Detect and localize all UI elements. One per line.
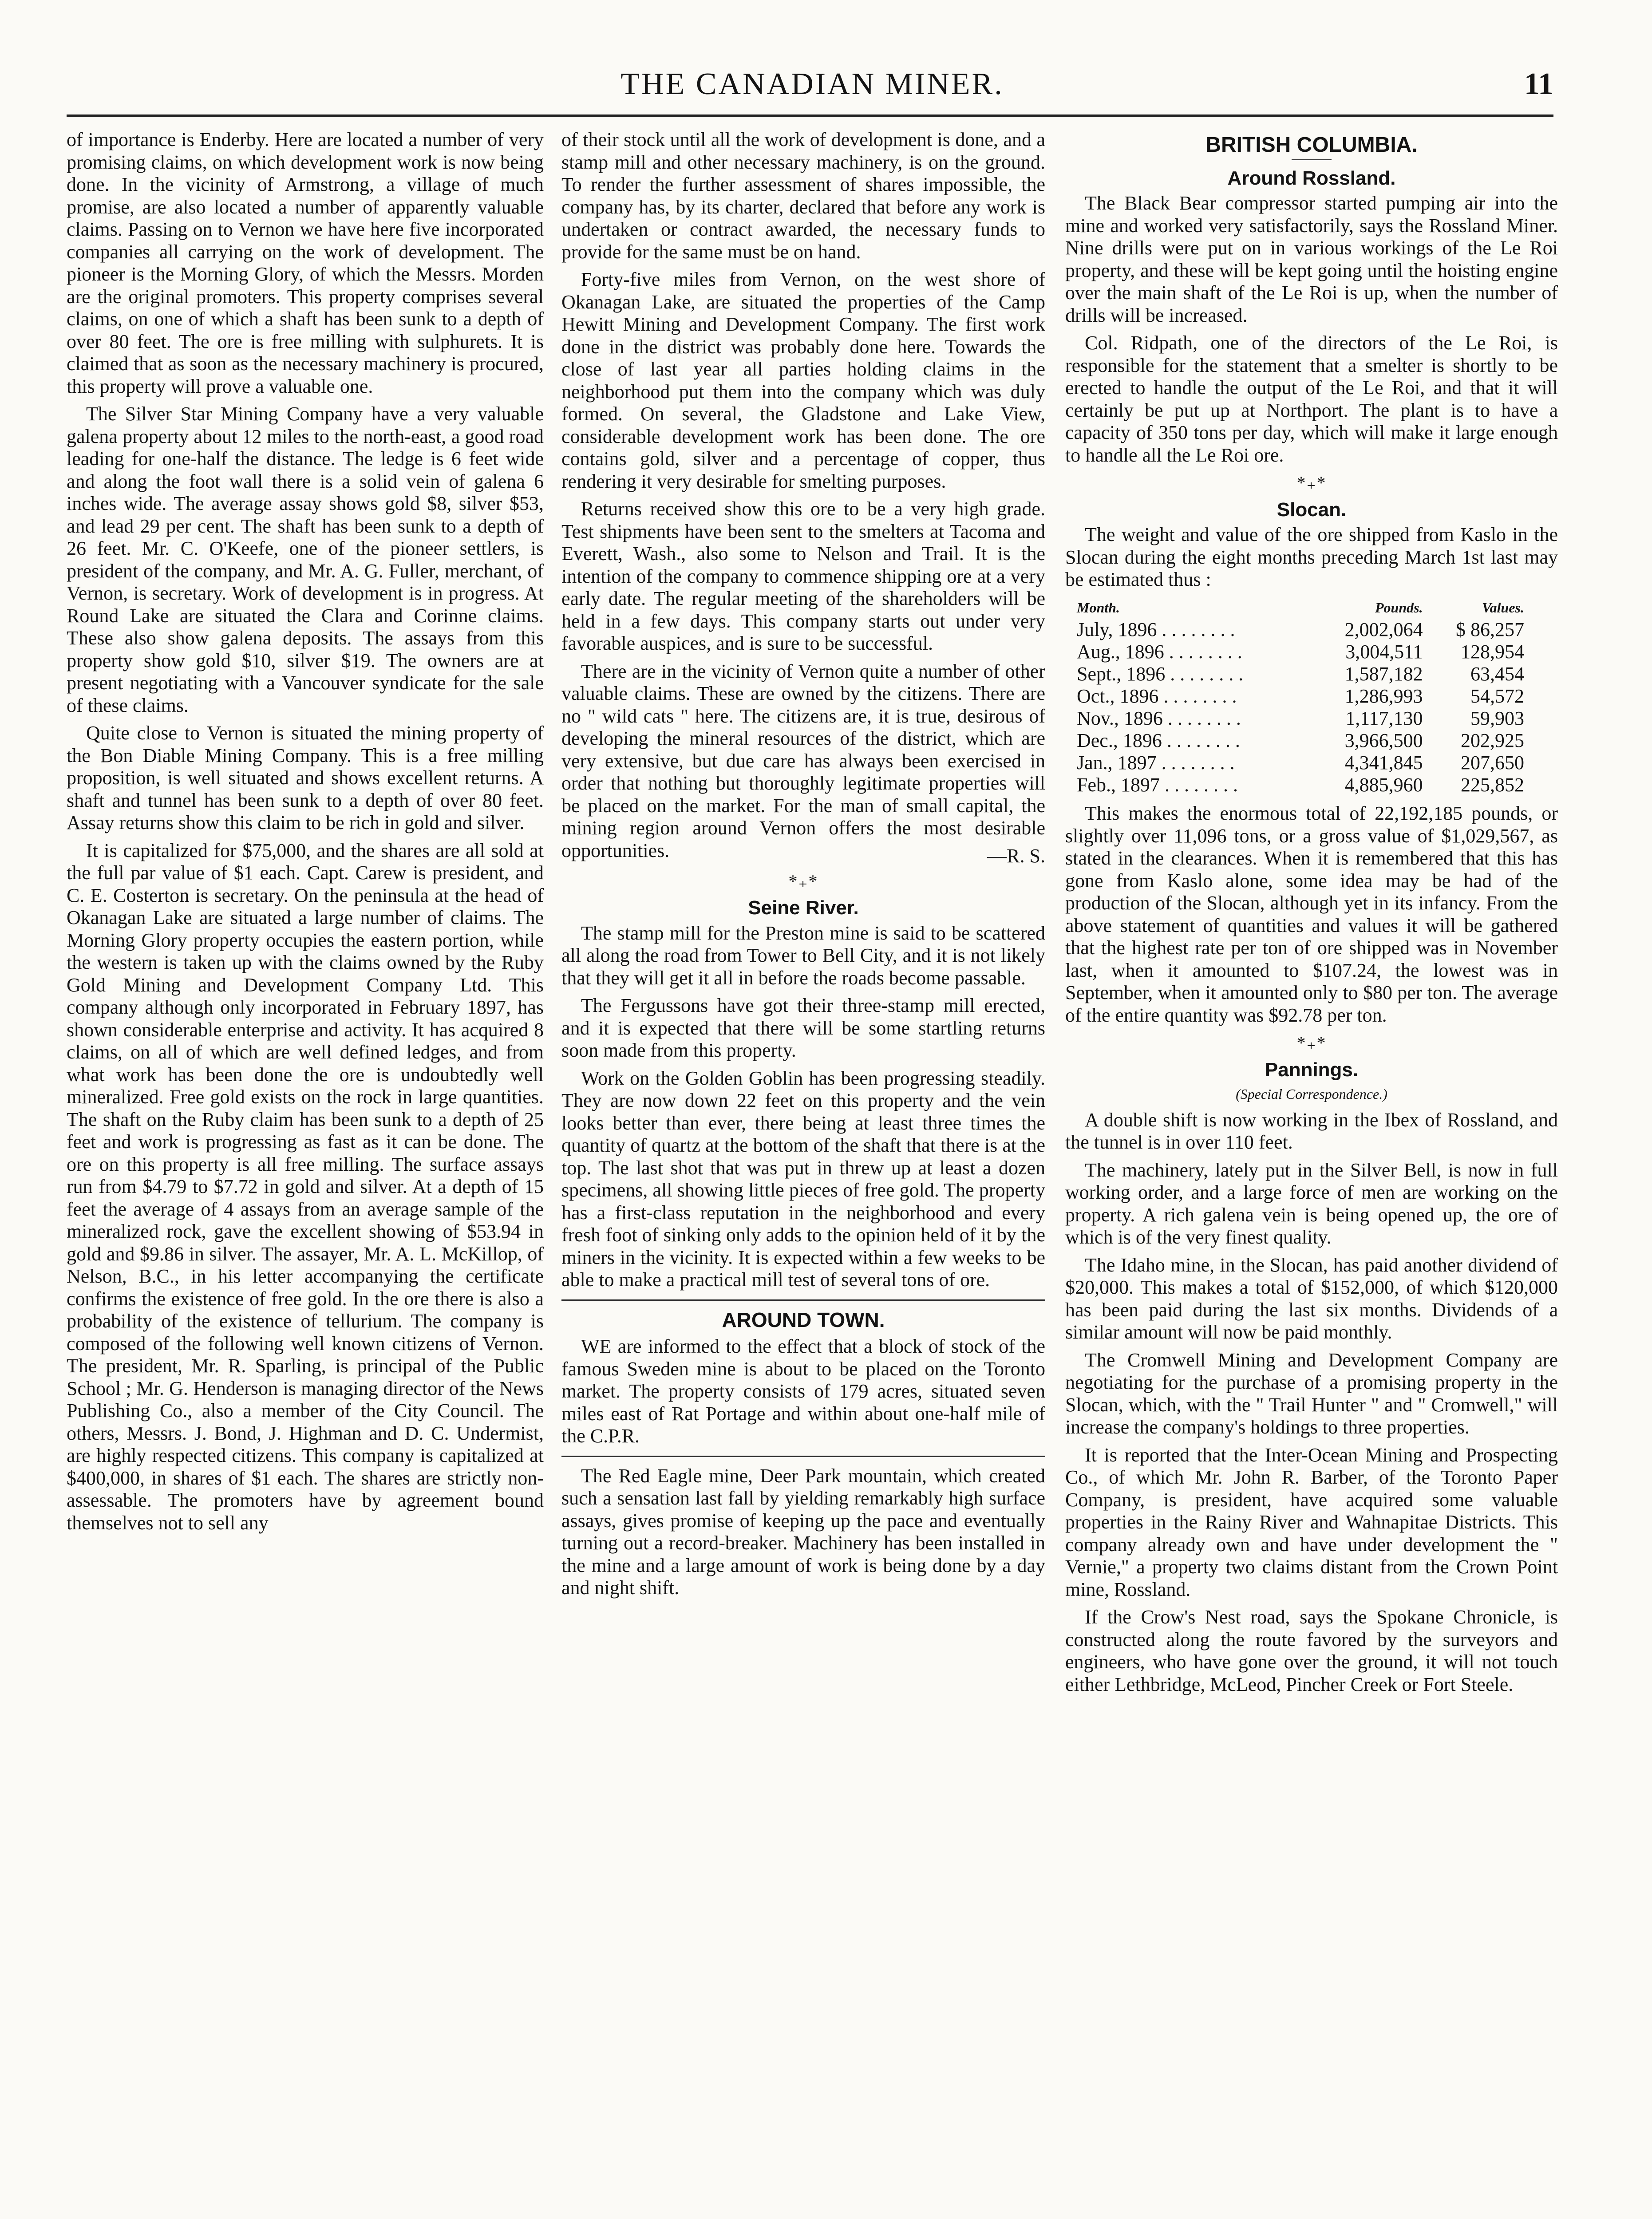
section-heading-slocan: Slocan. bbox=[1277, 498, 1347, 521]
paragraph: The Red Eagle mine, Deer Park mountain, which created such a sensation last fall by yielding remarkably high surface assays, gives promise of keeping up the pace and eventually turning out a record-breaker. Machinery has been installed in the mine and a large amount of work is being done by a day and night shift. bbox=[561, 1465, 1045, 1599]
table-cell: 59,903 bbox=[1470, 707, 1524, 729]
column-header: Values. bbox=[1482, 599, 1524, 616]
table-cell: 128,954 bbox=[1461, 641, 1524, 663]
page-header bbox=[67, 67, 1558, 115]
table-cell: Dec., 1896 . . . . . . . . bbox=[1077, 730, 1240, 751]
table-cell: Jan., 1897 . . . . . . . . bbox=[1077, 752, 1235, 774]
paragraph: The weight and value of the ore shipped from Kaslo in the Slocan during the eight months preceding March 1st last may be estimated thus : bbox=[1065, 524, 1558, 590]
paragraph: This makes the enormous total of 22,192,185 pounds, or slightly over 11,096 tons, or a gross value of $1,029,567, as stated in the clearances. When it is remembered that this has gone from Kaslo alone, some idea may be had of the production of the Slocan, although yet in its infancy. From the above statement of quantities and values it will be gathered that the highest rate per ton of ore shipped was in November last, when it amounted to $107.24, the lowest was in September, when it amounted only to $80 per ton. The average of the entire quantity was $92.78 per ton. bbox=[1065, 802, 1558, 1026]
paragraph: of their stock until all the work of development is done, and a stamp mill and other necessary machinery, is on the ground. To render the further assessment of shares impossible, the company has, by its charter, declared that before any work is undertaken or contract awarded, the necessary funds to provide for the same must be on hand. bbox=[561, 129, 1045, 263]
ore-shipment-table bbox=[1074, 596, 1527, 797]
column-header: Month. bbox=[1077, 599, 1120, 616]
table-cell: 54,572 bbox=[1470, 685, 1524, 707]
table-row bbox=[1074, 641, 1527, 663]
table-cell: Sept., 1896 . . . . . . . . bbox=[1077, 663, 1244, 685]
paragraph: A double shift is now working in the Ibex of Rossland, and the tunnel is in over 110 feet. bbox=[1065, 1109, 1558, 1153]
short-rule bbox=[1292, 159, 1332, 160]
section-divider-stars: *₊* bbox=[788, 871, 818, 891]
table-row bbox=[1074, 730, 1527, 752]
table-row bbox=[1074, 663, 1527, 685]
paragraph: The Cromwell Mining and Development Company are negotiating for the purchase of a promising property in the Slocan, which, with the " Trail Hunter " and " Cromwell," will increase the company's holdings to three properties. bbox=[1065, 1349, 1558, 1438]
table-cell: 2,002,064 bbox=[1344, 619, 1423, 640]
section-rule bbox=[561, 1456, 1045, 1457]
column-3 bbox=[1065, 129, 1558, 1701]
section-heading-british-columbia: BRITISH COLUMBIA. bbox=[1205, 133, 1418, 157]
paragraph: The Silver Star Mining Company have a very valuable galena property about 12 miles to the north-east, a good road leading for one-half the distance. The ledge is 6 feet wide and along the foot wall there is a solid vein of galena 6 inches wide. The average assay shows gold $8, silver $53, and lead 29 per cent. The shaft has been sunk to a depth of 26 feet. Mr. C. O'Keefe, one of the pioneer settlers, is president of the company, and Mr. A. G. Fuller, merchant, of Vernon, is secretary. Work of development is in progress. At Round Lake are situated the Clara and Corinne claims. These also show galena deposits. The assays from this property show gold $10, silver $19. The owners are at present negotiating with a Vancouver syndicate for the sale of these claims. bbox=[67, 403, 544, 716]
table-cell: 4,341,845 bbox=[1344, 752, 1423, 774]
header-rule bbox=[67, 115, 1553, 117]
table-cell: 1,117,130 bbox=[1345, 707, 1423, 729]
table-cell: 3,966,500 bbox=[1344, 730, 1423, 751]
paragraph: Quite close to Vernon is situated the mining property of the Bon Diable Mining Company. This is a free milling proposition, is well situated and shows excellent returns. A shaft and tunnel has been sunk to a depth of over 80 feet. Assay returns show this claim to be rich in gold and silver. bbox=[67, 722, 544, 833]
paragraph: There are in the vicinity of Vernon quite a number of other valuable claims. These are owned by the citizens. There are no " wild cats " here. The citizens are, it is true, desirous of developing the mineral resources of the district, which are very extensive, but due care has always been exercised in order that nothing but thoroughly legitimate properties will be placed on the market. For the man of small capital, the mining region around Vernon offers the most desirable opportunities. bbox=[561, 660, 1045, 861]
signature: —R. S. bbox=[987, 845, 1045, 867]
paragraph: of importance is Enderby. Here are located a number of very promising claims, on which development work is now being done. In the vicinity of Armstrong, a village of much promise, are also located a number of apparently valuable claims. Passing on to Vernon we have here five incorporated companies all carrying on the work of development. The pioneer is the Morning Glory, of which the Messrs. Morden are the original promoters. This property comprises several claims, on one of which a shaft has been sunk to a depth of over 80 feet. The ore is free milling with sulphurets. It is claimed that as soon as the necessary machinery is procured, this property will prove a valuable one. bbox=[67, 129, 544, 397]
table-row bbox=[1074, 685, 1527, 707]
section-divider-stars: *₊* bbox=[1296, 473, 1327, 493]
table-header-row bbox=[1074, 596, 1527, 619]
table-cell: 225,852 bbox=[1461, 774, 1524, 796]
section-heading-seine-river: Seine River. bbox=[748, 897, 859, 919]
paragraph: The stamp mill for the Preston mine is said to be scattered all along the road from Tower to Bell City, and it is not likely that they will get it all in before the roads become passable. bbox=[561, 922, 1045, 989]
table-cell: $ 86,257 bbox=[1456, 619, 1524, 640]
paragraph: It is capitalized for $75,000, and the shares are all sold at the full par value of $1 each. Capt. Carew is president, and C. E. Costerton is secretary. On the peninsula at the head of Okanagan Lake are situated a large number of claims. The Morning Glory property occupies the eastern portion, while the western is taken up with the claims owned by the Ruby Gold Mining and Development Company Ltd. This company although only incorporated in February 1897, has shown considerable enterprise and activity. It has acquired 8 claims, on all of which are well defined ledges, and from what work has been done the ore is undoubtedly well mineralized. Free gold exists on the rock in large quantities. The shaft on the Ruby claim has been sunk to a depth of 25 feet and work is progressing as fast as it can be done. The ore on this property is all free milling. The surface assays run from $4.79 to $7.72 in gold and silver. At a depth of 15 feet the average of 4 assays from an average sample of the mineralized rock, gave the excellent showing of $53.94 in gold and $9.86 in silver. The assayer, Mr. A. L. McKillop, of Nelson, B.C., in his letter accompanying the certificate confirms the existence of free gold. In the ore there is also a probability of the existence of tellurium. The company is composed of the following well known citizens of Vernon. The president, Mr. R. Sparling, is principal of the Public School ; Mr. G. Henderson is managing director of the News Publishing Co., also a member of the City Council. The others, Messrs. J. Bond, J. Highman and D. C. Undermist, are highly respected citizens. This company is capitalized at $400,000, in shares of $1 each. The shares are strictly non-assessable. The promoters have by agreement bound themselves not to sell any bbox=[67, 839, 544, 1534]
paragraph: The Idaho mine, in the Slocan, has paid another dividend of $20,000. This makes a total of $152,000, of which $120,000 has been paid during the last six months. Dividends of a similar amount will now be paid monthly. bbox=[1065, 1254, 1558, 1343]
table-row bbox=[1074, 752, 1527, 774]
paragraph: WE are informed to the effect that a block of stock of the famous Sweden mine is about to be placed on the Toronto market. The property consists of 179 acres, situated seven miles east of Rat Portage and within about one-half mile of the C.P.R. bbox=[561, 1335, 1045, 1447]
table-cell: 63,454 bbox=[1470, 663, 1524, 685]
table-cell: Feb., 1897 . . . . . . . . bbox=[1077, 774, 1238, 796]
column-2 bbox=[561, 129, 1045, 1605]
paragraph: The Black Bear compressor started pumping air into the mine and worked very satisfactorily, says the Rossland Miner. Nine drills were put on in various workings of the Le Roi property, and these will be kept going until the hoisting engine over the main shaft of the Le Roi is up, when the number of drills will be increased. bbox=[1065, 192, 1558, 326]
table-cell: Oct., 1896 . . . . . . . . bbox=[1077, 685, 1237, 707]
section-heading-around-rossland: Around Rossland. bbox=[1227, 167, 1396, 189]
paragraph: Work on the Golden Goblin has been progressing steadily. They are now down 22 feet on this property and the vein looks better than ever, there being at least three times the quantity of quartz at the bottom of the shaft that there is at the top. The last shot that was put in threw up at least a dozen specimens, all showing little pieces of free gold. The property has a first-class reputation in the neighborhood and every fresh foot of sinking only adds to the opinion held of it by the miners in the vicinity. It is expected within a few weeks to be able to make a practical mill test of several tons of ore. bbox=[561, 1067, 1045, 1291]
table-cell: 1,587,182 bbox=[1344, 663, 1423, 685]
table-row bbox=[1074, 774, 1527, 796]
section-heading-pannings: Pannings. bbox=[1265, 1058, 1359, 1081]
paragraph: The Fergussons have got their three-stamp mill erected, and it is expected that there will be some startling returns soon made from this property. bbox=[561, 995, 1045, 1061]
section-rule bbox=[561, 1299, 1045, 1301]
table-row bbox=[1074, 707, 1527, 730]
section-heading-around-town: AROUND TOWN. bbox=[722, 1308, 885, 1331]
paragraph: Col. Ridpath, one of the directors of the Le Roi, is responsible for the statement that a smelter is shortly to be erected to handle the output of the Le Roi, and that it will certainly be put up at Northport. The plant is to have a capacity of 350 tons per day, which will make it large enough to handle all the Le Roi ore. bbox=[1065, 332, 1558, 466]
column-header: Pounds. bbox=[1375, 599, 1423, 616]
table-row bbox=[1074, 619, 1527, 641]
table-cell: 1,286,993 bbox=[1344, 685, 1423, 707]
paragraph: Returns received show this ore to be a very high grade. Test shipments have been sent to the smelters at Tacoma and Everett, Wash., also some to Nelson and Trail. It is the intention of the company to commence shipping ore at a very early date. The regular meeting of the shareholders will be held in a few days. This company starts out under very favorable auspices, and is sure to be successful. bbox=[561, 498, 1045, 654]
table-cell: July, 1896 . . . . . . . . bbox=[1077, 619, 1235, 640]
masthead-title: THE CANADIAN MINER. bbox=[620, 67, 1004, 101]
table-cell: 4,885,960 bbox=[1344, 774, 1423, 796]
paragraph: The machinery, lately put in the Silver Bell, is now in full working order, and a large force of men are working on the property. A rich galena vein is being opened up, the ore of which is of the very finest quality. bbox=[1065, 1159, 1558, 1248]
page-number: 11 bbox=[1524, 67, 1553, 101]
section-divider-stars: *₊* bbox=[1296, 1033, 1327, 1053]
table-cell: 207,650 bbox=[1461, 752, 1524, 774]
paragraph: Forty-five miles from Vernon, on the west shore of Okanagan Lake, are situated the properties of the Camp Hewitt Mining and Development Company. The first work done in the district was probably done here. Towards the close of last year all parties holding claims in the neighborhood put them into the company which was duly formed. On several, the Gladstone and Lake View, considerable development work has been done. The ore contains gold, silver and a percentage of copper, thus rendering it very desirable for smelting purposes. bbox=[561, 268, 1045, 492]
byline: (Special Correspondence.) bbox=[1236, 1086, 1387, 1102]
table-cell: Nov., 1896 . . . . . . . . bbox=[1077, 707, 1241, 729]
table-cell: Aug., 1896 . . . . . . . . bbox=[1077, 641, 1242, 663]
table-cell: 3,004,511 bbox=[1345, 641, 1423, 663]
table-cell: 202,925 bbox=[1461, 730, 1524, 751]
column-1 bbox=[67, 129, 544, 1540]
paragraph: It is reported that the Inter-Ocean Mining and Prospecting Co., of which Mr. John R. Barber, of the Toronto Paper Company, is president, have acquired some valuable properties in the Rainy River and Wahnapitae Districts. This company already own and have under development the " Vernie," a property two claims distant from the Crown Point mine, Rossland. bbox=[1065, 1444, 1558, 1600]
paragraph: If the Crow's Nest road, says the Spokane Chronicle, is constructed along the route favored by the surveyors and engineers, who have gone over the ground, it will not touch either Lethbridge, McLeod, Pincher Creek or Fort Steele. bbox=[1065, 1606, 1558, 1695]
